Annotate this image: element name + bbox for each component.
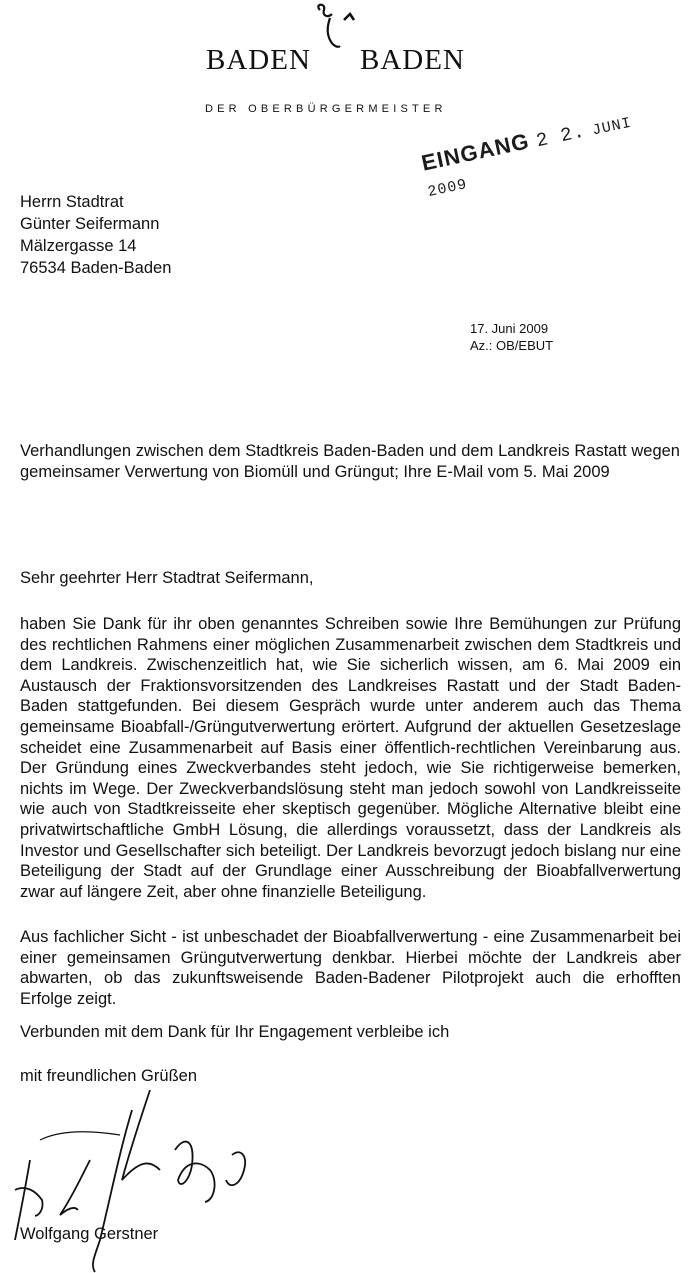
body-paragraph: Aus fachlicher Sicht - ist unbeschadet der Bioabfallverwertung - eine Zusammenarbeit bei einer gemeinsamen Grüngutverwertung denkbar. Hierbei möchte der Landkreis aber abwarten, ob das zukunftsweisende Baden-Badener Pilotprojekt auch die erhofften Erfolge zeigt.	[20, 928, 681, 1008]
received-stamp	[419, 97, 684, 202]
recipient-line: 76534 Baden-Baden	[20, 259, 172, 277]
letter-reference: Az.: OB/EBUT	[470, 338, 554, 353]
letterhead-subtitle: DER OBERBÜRGERMEISTER	[205, 103, 447, 115]
recipient-address	[20, 191, 171, 279]
recipient-line: Herrn Stadtrat	[20, 193, 124, 211]
body-paragraph: haben Sie Dank für ihr oben genanntes Schreiben sowie Ihre Bemühungen zur Prüfung des rechtlichen Rahmens einer möglichen Zusammenarbeit zwischen dem Stadtkreis und dem Landkreis. Zwischenzeitlich hat, wie Sie sicherlich wissen, am 6. Mai 2009 ein Austausch der Fraktionsvorsitzenden des Landkreises Rastatt und der Stadt Baden-Baden stattgefunden. Bei diesem Gespräch wurde unter anderem auch das Thema gemeinsame Bioabfall-/Grüngutverwertung erörtert. Aufgrund der aktuellen Gesetzeslage scheidet eine Zusammenarbeit auf Basis einer öffentlich-rechtlichen Vereinbarung aus. Der Gründung eines Zweckverbandes steht jedoch, wie Sie richtigerweise bemerken, nichts im Wege. Der Zweckverbandslösung steht man jedoch sowohl von Landkreisseite wie auch von Stadtkreisseite eher skeptisch gegenüber. Mögliche Alternative bleibt eine privatwirtschaftliche GmbH Lösung, die allerdings voraussetzt, dass der Landkreis als Investor und Gesellschafter sich beteiligt. Der Landkreis bevorzugt jedoch bislang nur eine Beteiligung der Stadt auf der Grundlage einer Ausschreibung der Bioabfallverwertung zwar auf längere Zeit, aber ohne finanzielle Beteiligung.	[20, 615, 681, 901]
regards-line: mit freundlichen Grüßen	[20, 1067, 197, 1085]
letter-subject: Verhandlungen zwischen dem Stadtkreis Baden-Baden und dem Landkreis Rastatt wegen gemeinsamer Verwertung von Biomüll und Grüngut; Ihre E-Mail vom 5. Mai 2009	[20, 442, 680, 481]
stamp-month-year: JUNI 2009	[426, 114, 634, 202]
letterhead-city-right: BADEN	[360, 44, 465, 76]
letter-date: 17. Juni 2009	[470, 321, 549, 336]
recipient-line: Günter Seifermann	[20, 215, 160, 233]
stamp-day: 2 2.	[534, 120, 588, 153]
recipient-line: Mälzergasse 14	[20, 237, 137, 255]
stamp-label: EINGANG	[419, 128, 532, 176]
closing-line: Verbunden mit dem Dank für Ihr Engagement verbleibe ich	[20, 1023, 450, 1041]
salutation: Sehr geehrter Herr Stadtrat Seifermann,	[20, 569, 314, 587]
signer-name: Wolfgang Gerstner	[20, 1225, 159, 1243]
letter-meta	[470, 320, 553, 354]
letterhead-city-left: BADEN	[206, 44, 311, 76]
